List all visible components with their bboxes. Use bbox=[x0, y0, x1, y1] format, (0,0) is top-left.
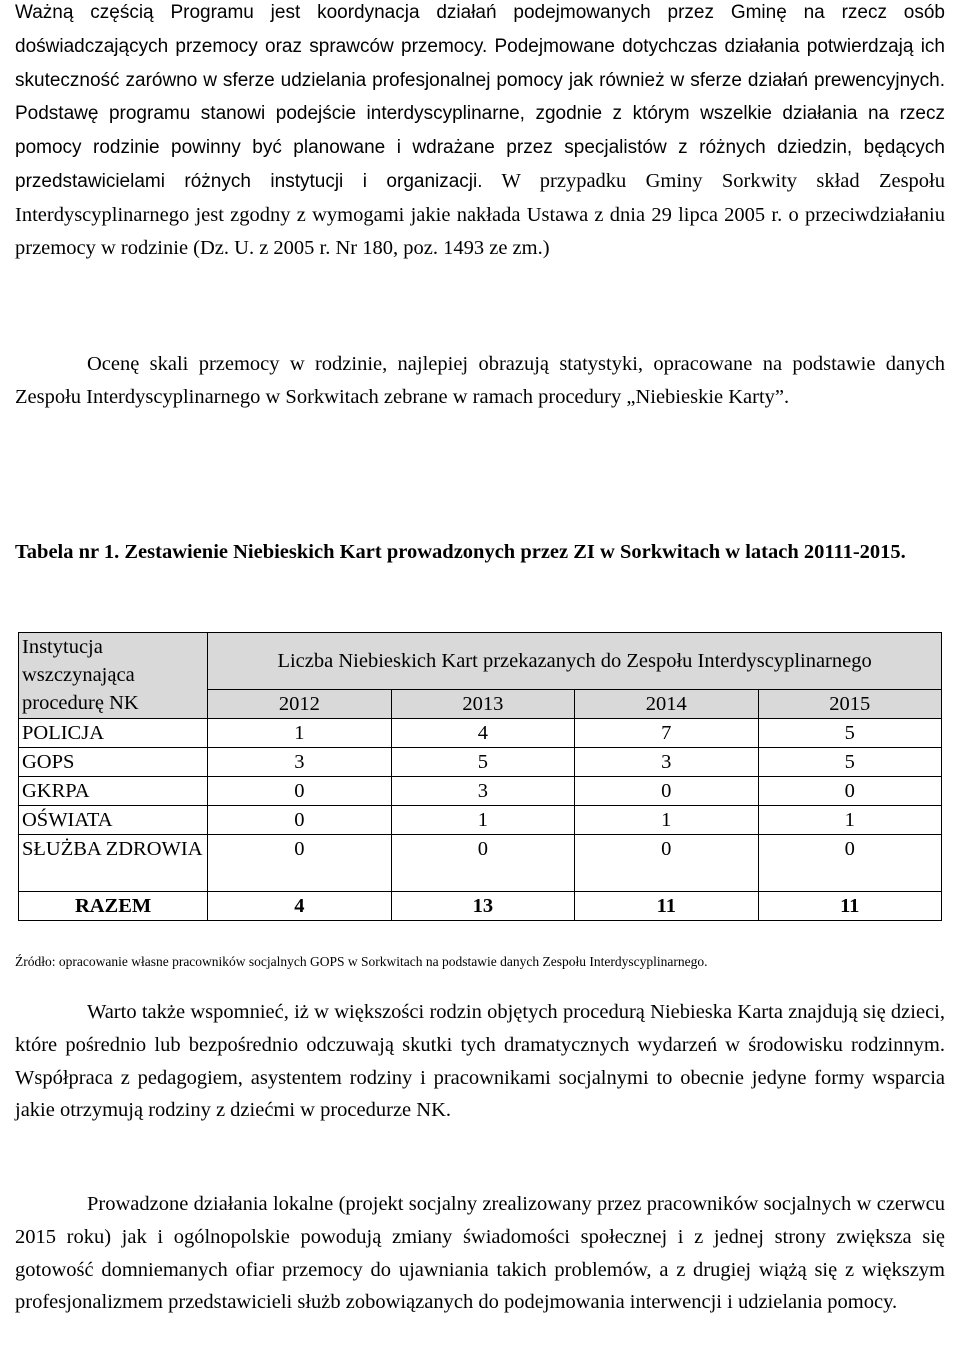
cell-value: 3 bbox=[208, 748, 391, 777]
paragraph-violence-scale: Ocenę skali przemocy w rodzinie, najlepiej obrazują statystyki, opracowane na podstawie danych Zespołu Interdyscyplinarnego w Sorkwitach zebrane w ramach procedury „Niebieskie Karty”. bbox=[15, 353, 945, 408]
cell-value: 5 bbox=[758, 748, 941, 777]
cell-value: 0 bbox=[575, 835, 758, 892]
total-label: RAZEM bbox=[19, 892, 208, 921]
cell-value: 0 bbox=[391, 835, 574, 892]
cell-value: 3 bbox=[391, 777, 574, 806]
paragraph-part-serif: W przypadku Gminy Sorkwity skład Zespołu Interdyscyplinarnego jest zgodny z wymogami jakie nakłada Ustawa z dnia 29 lipca 2005 r. o przeciwdziałaniu przemocy w rodzinie (Dz. U. z 2005 r. Nr 180, poz. 1493 ze zm.) bbox=[15, 169, 945, 259]
total-value: 11 bbox=[575, 892, 758, 921]
header-year: 2013 bbox=[391, 690, 574, 719]
cell-value: 0 bbox=[758, 777, 941, 806]
table-source-note: Źródło: opracowanie własne pracowników socjalnych GOPS w Sorkwitach na podstawie danych Zespołu Interdyscyplinarnego. bbox=[15, 954, 708, 969]
table-row bbox=[19, 806, 942, 835]
cell-value: 5 bbox=[391, 748, 574, 777]
paragraph-part-sans-2: Podstawę programu stanowi podejście interdyscyplinarne, zgodnie z którym wszelkie działania na rzecz pomocy rodzinie powinny być planowane i wdrażane przez specjalistów z różnych dziedzin, będących przedstawicielami różnych instytucji i organizacji. bbox=[15, 103, 945, 192]
row-label: OŚWIATA bbox=[19, 806, 208, 835]
paragraph-part-sans: Ważną częścią Programu jest koordynacja działań podejmowanych przez Gminę na rzecz osób doświadczających przemocy oraz sprawców przemocy. Podejmowane dotychczas działania potwierdzają ich skuteczność zarówno w sferze udzielania profesjonalnej pomocy jak również w sferze działań prewencyjnych. bbox=[15, 2, 945, 91]
cell-value: 1 bbox=[391, 806, 574, 835]
header-year: 2014 bbox=[575, 690, 758, 719]
table-header-row bbox=[19, 633, 942, 690]
blue-cards-table bbox=[18, 632, 942, 921]
table-row bbox=[19, 719, 942, 748]
cell-value: 1 bbox=[575, 806, 758, 835]
header-institution: Instytucja wszczynająca procedurę NK bbox=[19, 633, 208, 719]
paragraph-local-actions: Prowadzone działania lokalne (projekt socjalny zrealizowany przez pracowników socjalnych w czerwcu 2015 roku) jak i ogólnopolskie powodują zmiany świadomości społecznej i z jednej strony zwiększa się gotowość domniemanych ofiar przemocy do ujawniania takich problemów, a z drugiej wiążą się z większym profesjonalizmem przedstawicieli służb zobowiązanych do podejmowania interwencji i udzielania pomocy. bbox=[15, 1193, 945, 1314]
paragraph-program-coordination bbox=[15, 0, 945, 264]
cell-value: 0 bbox=[575, 777, 758, 806]
table-caption: Tabela nr 1. Zestawienie Niebieskich Kart prowadzonych przez ZI w Sorkwitach w latach 20111-2015. bbox=[15, 541, 906, 563]
row-label: GKRPA bbox=[19, 777, 208, 806]
header-year: 2012 bbox=[208, 690, 391, 719]
header-group: Liczba Niebieskich Kart przekazanych do Zespołu Interdyscyplinarnego bbox=[208, 633, 942, 690]
cell-value: 0 bbox=[208, 806, 391, 835]
row-label: SŁUŻBA ZDROWIA bbox=[19, 835, 208, 892]
cell-value: 0 bbox=[208, 835, 391, 892]
cell-value: 3 bbox=[575, 748, 758, 777]
cell-value: 4 bbox=[391, 719, 574, 748]
table-row bbox=[19, 835, 942, 892]
cell-value: 7 bbox=[575, 719, 758, 748]
cell-value: 1 bbox=[758, 806, 941, 835]
total-value: 11 bbox=[758, 892, 941, 921]
table-row bbox=[19, 777, 942, 806]
row-label: POLICJA bbox=[19, 719, 208, 748]
paragraph-children-affected: Warto także wspomnieć, iż w większości rodzin objętych procedurą Niebieska Karta znajdują się dzieci, które pośrednio lub bezpośrednio odczuwają skutki tych dramatycznych wydarzeń w środowisku rodzinnym. Współpraca z pedagogiem, asystentem rodziny i pracownikami socjalnymi to obecnie jedyne formy wsparcia jakie otrzymują rodziny z dziećmi w procedurze NK. bbox=[15, 1001, 945, 1122]
cell-value: 0 bbox=[208, 777, 391, 806]
header-year: 2015 bbox=[758, 690, 941, 719]
total-value: 13 bbox=[391, 892, 574, 921]
cell-value: 0 bbox=[758, 835, 941, 892]
total-value: 4 bbox=[208, 892, 391, 921]
cell-value: 1 bbox=[208, 719, 391, 748]
row-label: GOPS bbox=[19, 748, 208, 777]
cell-value: 5 bbox=[758, 719, 941, 748]
table-total-row bbox=[19, 892, 942, 921]
table-row bbox=[19, 748, 942, 777]
